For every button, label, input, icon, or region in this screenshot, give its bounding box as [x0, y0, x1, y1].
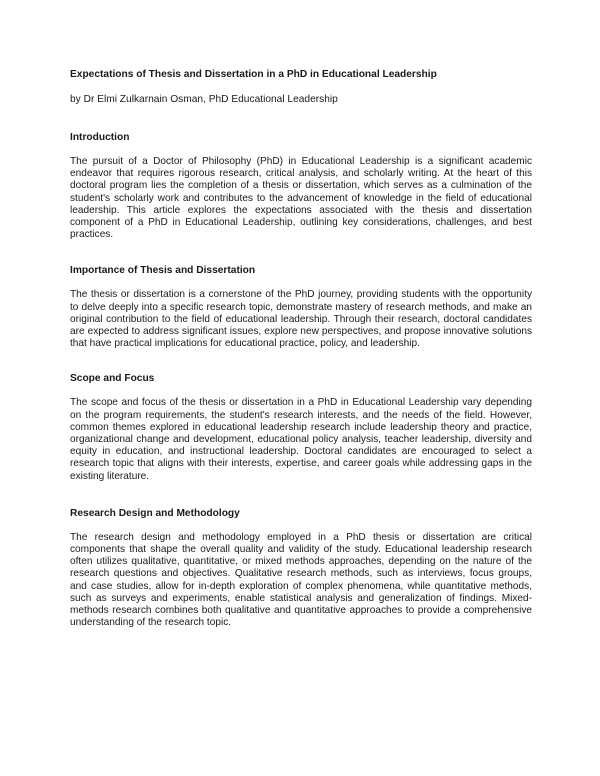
section-introduction [70, 131, 532, 241]
section-heading: Importance of Thesis and Dissertation [70, 265, 256, 277]
section-research-design [70, 507, 532, 630]
section-heading: Introduction [70, 132, 130, 143]
document-byline: by Dr Elmi Zulkarnain Osman, PhD Educational Leadership [70, 94, 338, 105]
section-importance [70, 264, 532, 350]
section-heading: Research Design and Methodology [70, 507, 240, 519]
document-content [70, 68, 532, 629]
section-scope-and-focus [70, 372, 532, 482]
document-title: Expectations of Thesis and Dissertation in a PhD in Educational Leadership [70, 69, 437, 80]
section-paragraph: The research design and methodology employed in a PhD thesis or dissertation are critical components that shape the overall quality and validity of the study. Educational leadership research often utilizes qualitative, quantitative, or mixed methods approaches, depending on the nature of the research questions and objectives. Qualitative research methods, such as interviews, focus groups, and case studies, allow for in-depth exploration of complex phenomena, while quantitative methods, such as surveys and experiments, enable statistical analysis and generalization of findings. Mixed-methods research combines both qualitative and quantitative approaches to provide a comprehensive understanding of the research topic. [70, 531, 532, 629]
section-heading: Scope and Focus [70, 373, 155, 385]
section-paragraph: The scope and focus of the thesis or dissertation in a PhD in Educational Leadership vary depending on the program requirements, the student's research interests, and the needs of the field. However, common themes explored in educational leadership research include leadership theory and practice, organizational change and development, educational policy analysis, teacher leadership, diversity and equity in education, and instructional leadership. Doctoral candidates are encouraged to select a research topic that aligns with their interests, expertise, and career goals while addressing gaps in the existing literature. [70, 397, 532, 482]
section-paragraph: The thesis or dissertation is a cornerstone of the PhD journey, providing students with the opportunity to delve deeply into a specific research topic, demonstrate mastery of research methods, and make an original contribution to the field of educational leadership. Through their research, doctoral candidates are expected to address significant issues, explore new perspectives, and propose innovative solutions that have practical implications for educational practice, policy, and leadership. [70, 289, 532, 350]
section-paragraph: The pursuit of a Doctor of Philosophy (PhD) in Educational Leadership is a significant academic endeavor that requires rigorous research, critical analysis, and scholarly writing. At the heart of this doctoral program lies the completion of a thesis or dissertation, which serves as a culmination of the student's scholarly work and contributes to the advancement of knowledge in the field of educational leadership. This article explores the expectations associated with the thesis and dissertation component of a PhD in Educational Leadership, outlining key considerations, challenges, and best practices. [70, 156, 532, 241]
